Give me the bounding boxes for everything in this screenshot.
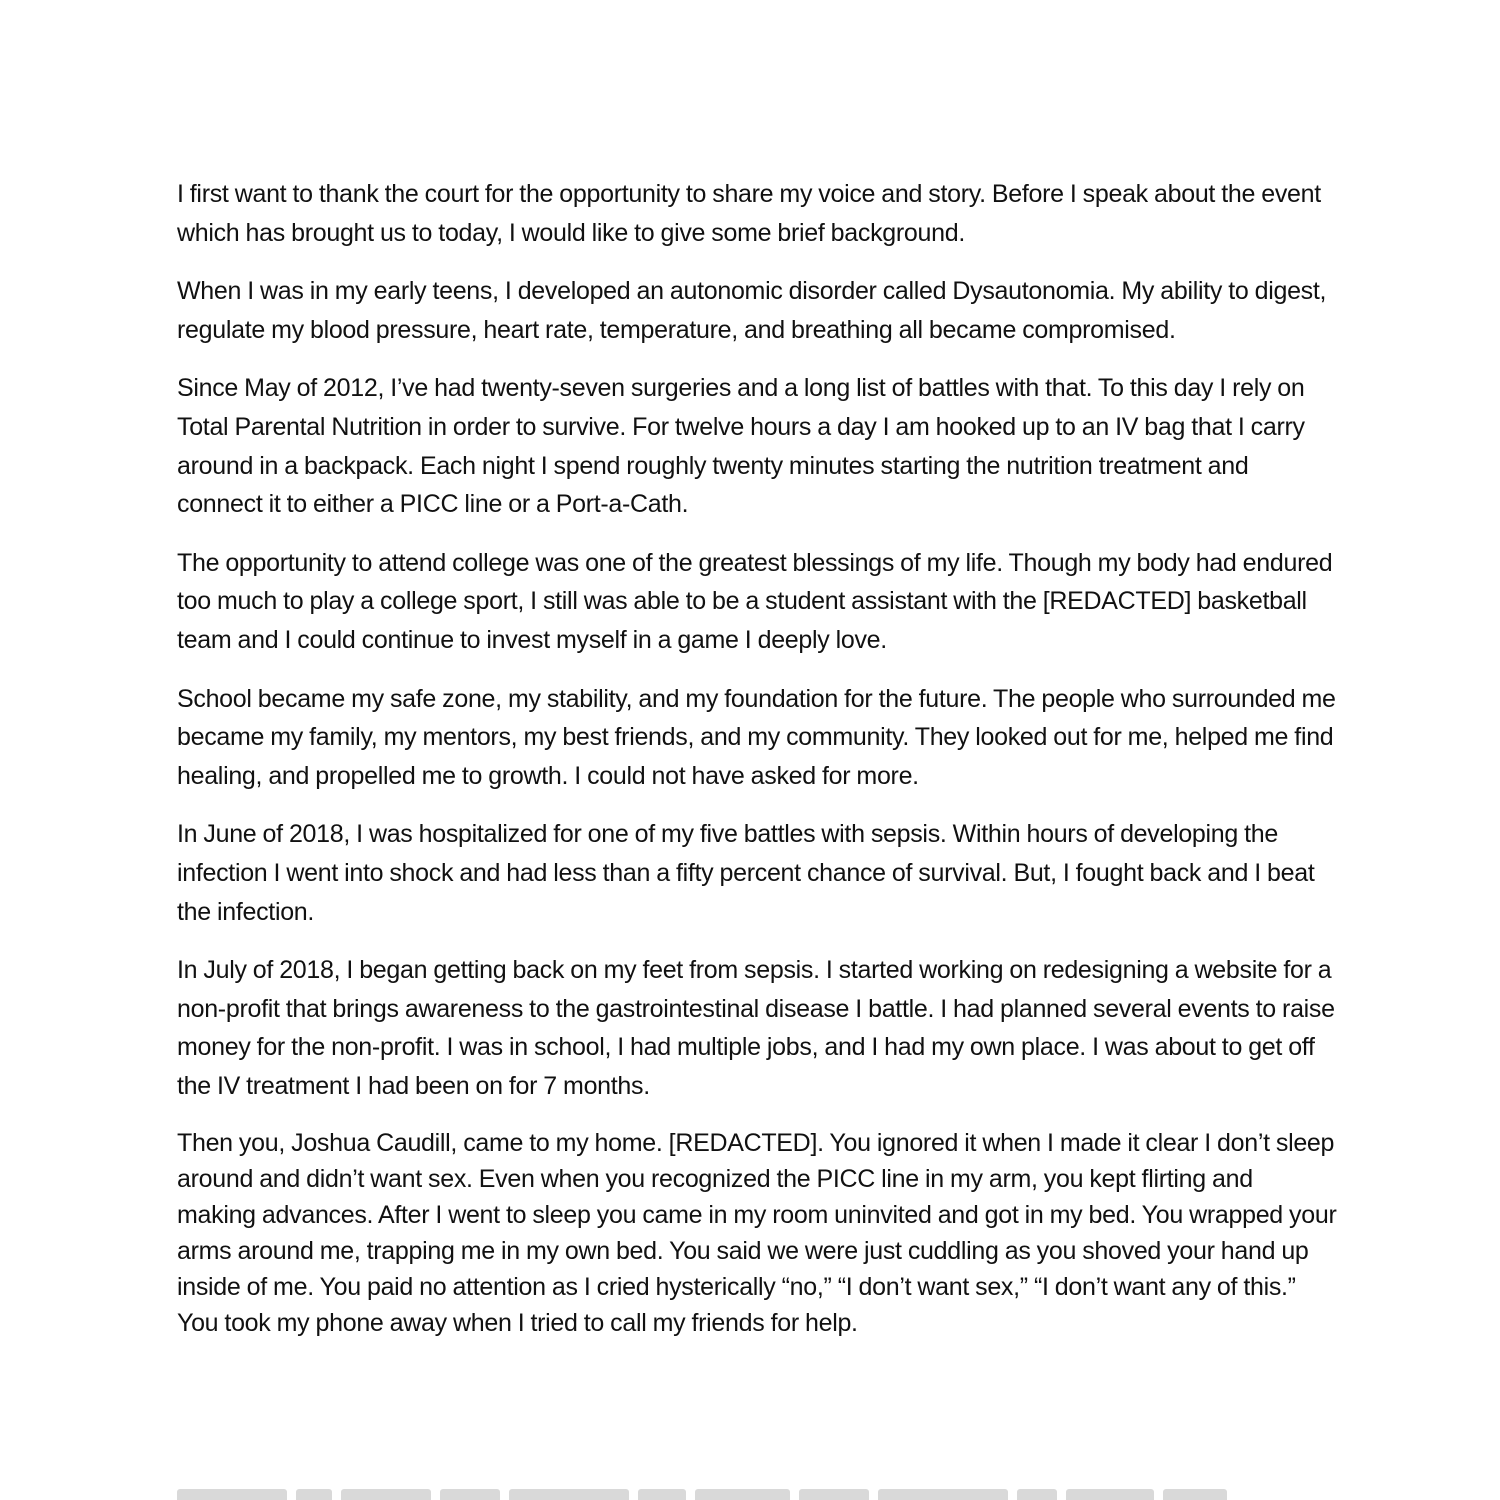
paragraph-school: School became my safe zone, my stability, and my foundation for the future. The people who surrounded me became my family, my mentors, my best friends, and my community. They looked out for me, helped me find healing, and propelled me to growth. I could not have asked for more. (177, 684, 1336, 790)
paragraph-sepsis: In June of 2018, I was hospitalized for one of my five battles with sepsis. Within hours of developing the infection I went into shock and had less than a fifty percent chance of survival. But, I fought back and I beat the infection. (177, 820, 1315, 926)
statement-body (177, 175, 1337, 1361)
paragraph-recovery: In July of 2018, I began getting back on my feet from sepsis. I started working on redesigning a website for a non-profit that brings awareness to the gastrointestinal disease I battle. I had planned several events to raise money for the non-profit. I was in school, I had multiple jobs, and I had my own place. I was about to get off the IV treatment I had been on for 7 months. (177, 956, 1335, 1100)
paragraph-college: The opportunity to attend college was one of the greatest blessings of my life. Though my body had endured too much to play a college sport, I still was able to be a student assistant with the [REDACTED] basketball team and I could continue to invest myself in a game I deeply love. (177, 548, 1333, 654)
cut-off-next-line (177, 1488, 1317, 1500)
paragraph-disorder: When I was in my early teens, I developed an autonomic disorder called Dysautonomia. My ability to digest, regulate my blood pressure, heart rate, temperature, and breathing all became compromised. (177, 277, 1327, 344)
paragraph-incident: Then you, Joshua Caudill, came to my home. [REDACTED]. You ignored it when I made it clear I don’t sleep around and didn’t want sex. Even when you recognized the PICC line in my arm, you kept flirting and making advances. After I went to sleep you came in my room uninvited and got in my bed. You wrapped your arms around me, trapping me in my own bed. You said we were just cuddling as you shoved your hand up inside of me. You paid no attention as I cried hysterically “no,” “I don’t want sex,” “I don’t want any of this.” You took my phone away when I tried to call my friends for help. (177, 1129, 1337, 1338)
paragraph-intro: I first want to thank the court for the opportunity to share my voice and story. Before I speak about the event which has brought us to today, I would like to give some brief background. (177, 180, 1321, 247)
paragraph-surgeries: Since May of 2012, I’ve had twenty-seven surgeries and a long list of battles with that. To this day I rely on Total Parental Nutrition in order to survive. For twelve hours a day I am hooked up to an IV bag that I carry around in a backpack. Each night I spend roughly twenty minutes starting the nutrition treatment and connect it to either a PICC line or a Port-a-Cath. (177, 374, 1305, 519)
